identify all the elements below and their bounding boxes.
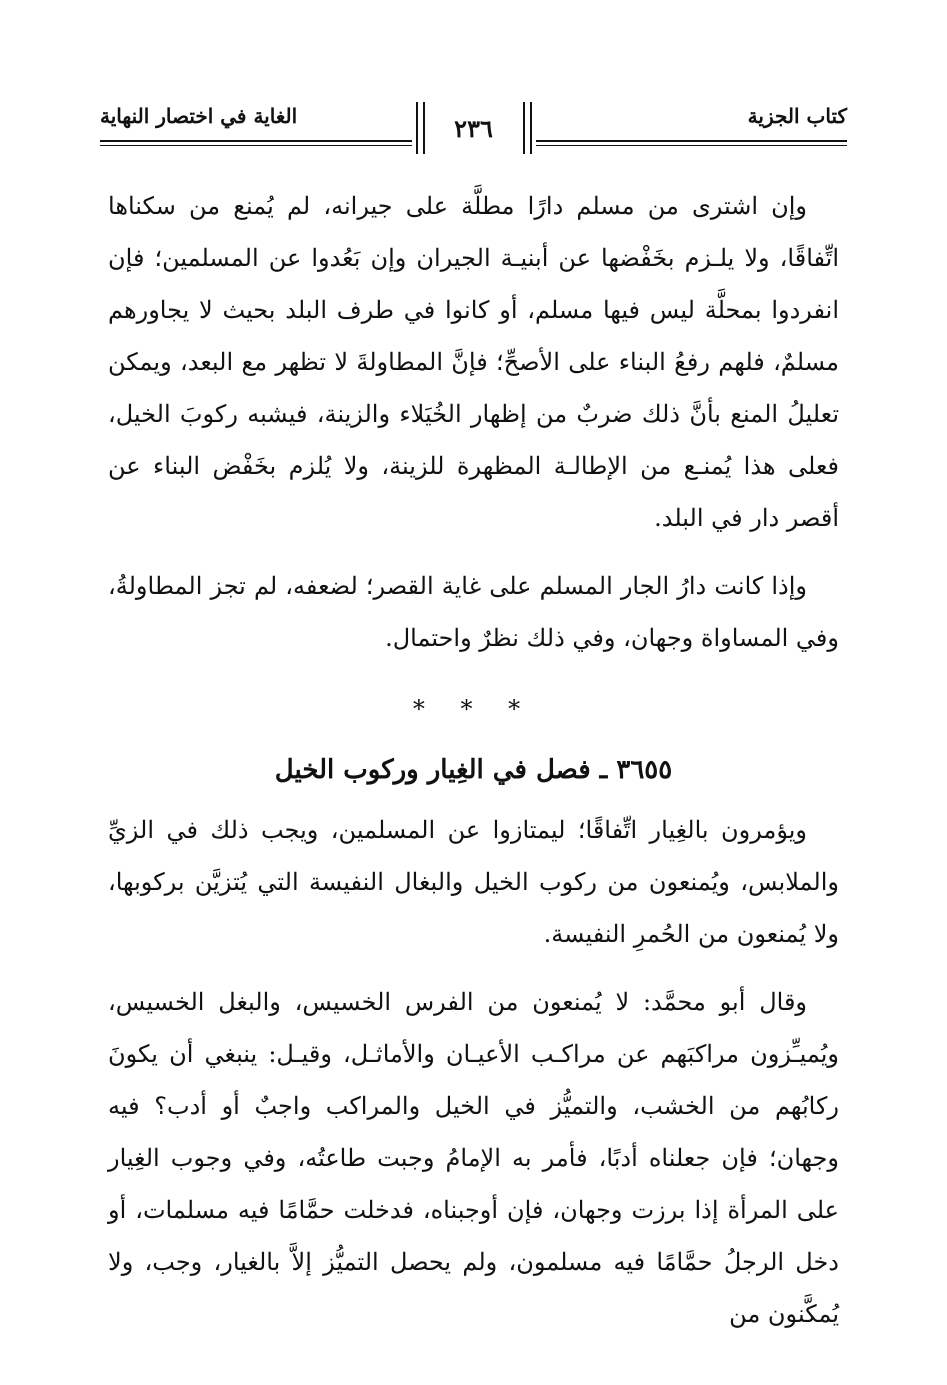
page-number-frame — [412, 102, 536, 154]
page-number: ٢٣٦ — [454, 113, 493, 143]
frame-bar-left — [416, 102, 425, 154]
page-body — [108, 180, 839, 1340]
page-header — [100, 100, 847, 162]
chapter-title: كتاب الجزية — [747, 104, 847, 128]
paragraph: وإن اشترى من مسلم دارًا مطلَّة على جيرانه، لم يُمنع من سكناها اتِّفاقًا، ولا يلـزم بخَفْضها عن أبنيـة الجيران وإن بَعُدوا عن المسلمين؛ فإن انفردوا بمحلَّة ليس فيها مسلم، أو كانوا في طرف البلد بحيث لا يجاورهم مسلمٌ، فلهم رفعُ البناء على الأصحِّ؛ فإنَّ المطاولةَ لا تظهر مع البعد، ويمكن تعليلُ المنع بأنَّ ذلك ضربٌ من إظهار الخُيَلاء والزينة، فيشبه ركوبَ الخيل، فعلى هذا يُمنـع من الإطالـة المظهرة للزينة، ولا يُلزم بخَفْض البناء عن أقصر دار في البلد. — [108, 192, 839, 532]
paragraph: وإذا كانت دارُ الجار المسلم على غاية القصر؛ لضعفه، لم تجز المطاولةُ، وفي المساواة وجهان، وفي ذلك نظرٌ واحتمال. — [108, 572, 839, 652]
section-heading: ٣٦٥٥ ـ فصل في الغِيار وركوب الخيل — [274, 755, 673, 785]
frame-bar-right — [523, 102, 532, 154]
paragraph: وقال أبو محمَّد: لا يُمنعون من الفرس الخسيس، والبغل الخسيس، ويُميـِّزون مراكبَهم عن مراكـب الأعيـان والأماثـل، وقيـل: ينبغي أن يكونَ ركابُهم من الخشب، والتميُّز في الخيل والمراكب واجبٌ أو أدب؟ فيه وجهان؛ فإن جعلناه أدبًا، فأمر به الإمامُ وجبت طاعتُه، وفي وجوب الغِيار على المرأة إذا برزت وجهان، فإن أوجبناه، فدخلت حمَّامًا فيه مسلمات، أو دخل الرجلُ حمَّامًا فيه مسلمون، ولم يحصل التميُّز إلاَّ بالغيار، وجب، ولا يُمكَّنون من — [108, 988, 840, 1328]
paragraph: ويؤمرون بالغِيار اتِّفاقًا؛ ليمتازوا عن المسلمين، ويجب ذلك في الزيِّ والملابس، ويُمنعون من ركوب الخيل والبغال النفيسة التي يُتزيَّن بركوبها، ولا يُمنعون من الحُمرِ النفيسة. — [108, 816, 839, 948]
section-separator: * * * — [412, 695, 535, 723]
book-title: الغاية في اختصار النهاية — [100, 104, 298, 128]
